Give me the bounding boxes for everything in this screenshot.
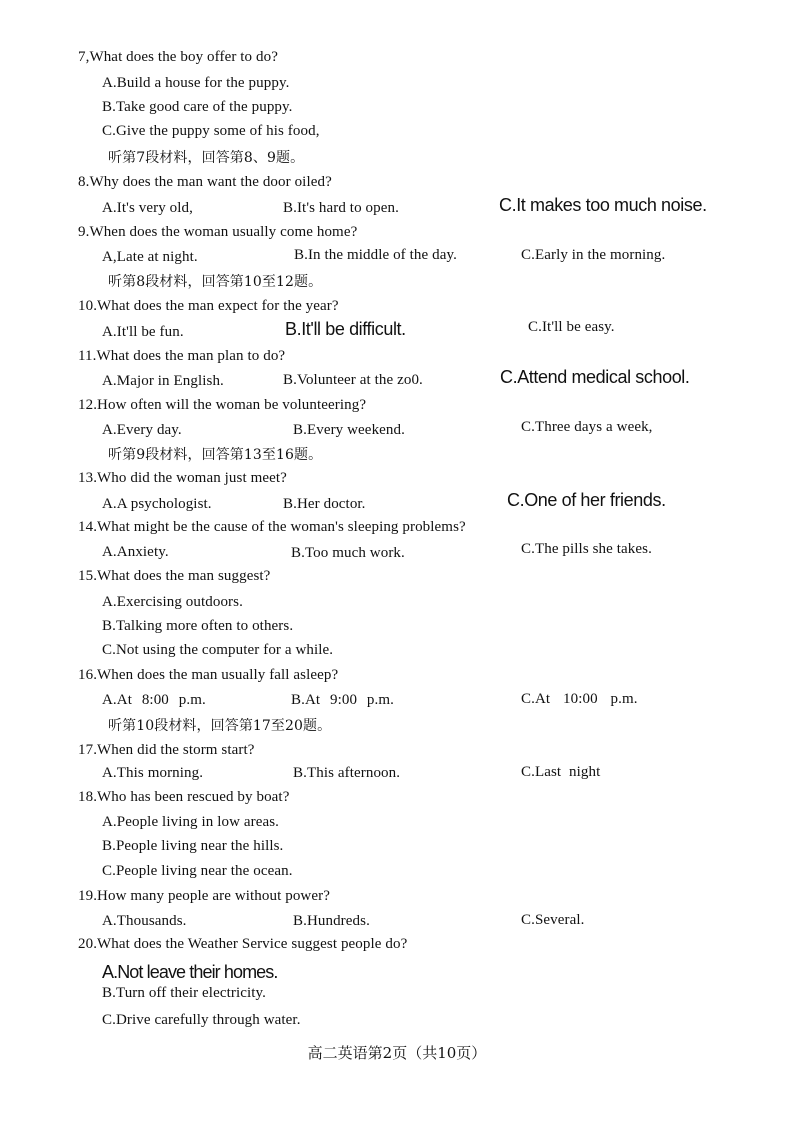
question-15-option-c: C.Not using the computer for a while. <box>102 642 334 658</box>
section-10-instruction: 听第10段材料，回答第17至20题。 <box>108 718 332 734</box>
question-17: 17.When did the storm start? <box>78 742 255 758</box>
question-12-option-a: A.Every day. <box>102 422 182 438</box>
question-20-option-c: C.Drive carefully through water. <box>102 1012 301 1028</box>
question-17-option-b: B.This afternoon. <box>293 765 401 781</box>
question-7: 7,What does the boy offer to do? <box>78 49 278 65</box>
page-footer: 高二英语第2页（共10页） <box>307 1044 487 1062</box>
question-13-option-a: A.A psychologist. <box>102 496 212 512</box>
question-19-option-a: A.Thousands. <box>102 913 187 929</box>
question-7-option-b: B.Take good care of the puppy. <box>102 99 293 115</box>
question-9: 9.When does the woman usually come home? <box>78 224 358 240</box>
question-8-option-a: A.It's very old, <box>102 200 193 216</box>
question-15: 15.What does the man suggest? <box>78 568 271 584</box>
question-15-option-b: B.Talking more often to others. <box>102 618 294 634</box>
question-19-option-c: C.Several. <box>521 912 585 928</box>
question-11-option-c: C.Attend medical school. <box>500 367 690 387</box>
question-11-option-b: B.Volunteer at the zo0. <box>283 372 423 388</box>
question-20-option-b: B.Turn off their electricity. <box>102 985 266 1001</box>
question-8: 8.Why does the man want the door oiled? <box>78 174 332 190</box>
question-18-option-b: B.People living near the hills. <box>102 838 284 854</box>
question-7-option-a: A.Build a house for the puppy. <box>102 75 290 91</box>
question-10: 10.What does the man expect for the year? <box>78 298 339 314</box>
question-15-option-a: A.Exercising outdoors. <box>102 594 243 610</box>
question-8-option-b: B.It's hard to open. <box>283 200 399 216</box>
question-12: 12.How often will the woman be volunteering? <box>78 397 367 413</box>
question-13-option-c: C.One of her friends. <box>507 490 666 510</box>
question-13: 13.Who did the woman just meet? <box>78 470 287 486</box>
question-8-option-c: C.It makes too much noise. <box>499 195 707 215</box>
question-11: 11.What does the man plan to do? <box>78 348 286 364</box>
question-10-option-b: B.It'll be difficult. <box>285 319 406 339</box>
question-9-option-c: C.Early in the morning. <box>521 247 666 263</box>
question-20: 20.What does the Weather Service suggest people do? <box>78 936 408 952</box>
question-14-option-a: A.Anxiety. <box>102 544 169 560</box>
question-10-option-a: A.It'll be fun. <box>102 324 184 340</box>
question-12-option-c: C.Three days a week, <box>521 419 653 435</box>
question-16-option-c: C.At 10:00 p.m. <box>521 691 638 707</box>
question-14: 14.What might be the cause of the woman's sleeping problems? <box>78 519 466 535</box>
section-9-instruction: 听第9段材料，回答第13至16题。 <box>108 447 323 463</box>
question-13-option-b: B.Her doctor. <box>283 496 366 512</box>
question-9-option-b: B.In the middle of the day. <box>294 247 457 263</box>
question-18: 18.Who has been rescued by boat? <box>78 789 290 805</box>
question-7-option-c: C.Give the puppy some of his food, <box>102 123 320 139</box>
question-18-option-c: C.People living near the ocean. <box>102 863 293 879</box>
question-16-option-b: B.At 9:00 p.m. <box>291 692 394 708</box>
question-14-option-b: B.Too much work. <box>291 545 405 561</box>
question-17-option-a: A.This morning. <box>102 765 204 781</box>
question-20-option-a: A.Not leave their homes. <box>102 962 278 982</box>
question-9-option-a: A,Late at night. <box>102 249 198 265</box>
question-16-option-a: A.At 8:00 p.m. <box>102 692 206 708</box>
question-16: 16.When does the man usually fall asleep? <box>78 667 339 683</box>
question-17-option-c: C.Last night <box>521 764 601 780</box>
question-19-option-b: B.Hundreds. <box>293 913 370 929</box>
question-19: 19.How many people are without power? <box>78 888 330 904</box>
question-11-option-a: A.Major in English. <box>102 373 224 389</box>
question-10-option-c: C.It'll be easy. <box>528 319 615 335</box>
question-12-option-b: B.Every weekend. <box>293 422 405 438</box>
question-14-option-c: C.The pills she takes. <box>521 541 652 557</box>
section-8-instruction: 听第8段材料，回答第10至12题。 <box>108 274 323 290</box>
question-18-option-a: A.People living in low areas. <box>102 814 280 830</box>
section-7-instruction: 听第7段材料，回答第8、9题。 <box>108 150 305 166</box>
